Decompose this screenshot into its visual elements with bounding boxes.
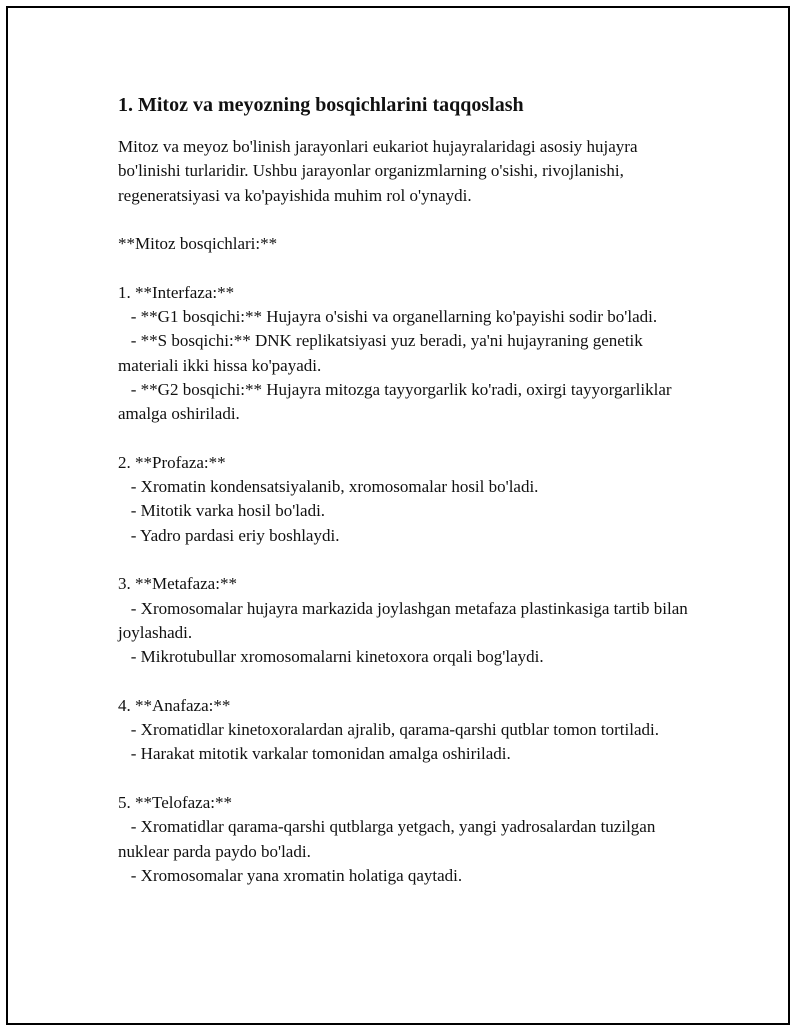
stage-interfaza <box>118 281 698 427</box>
stage-heading: 4. **Anafaza:** <box>118 695 231 715</box>
spacer <box>118 767 698 791</box>
stage-heading: 1. **Interfaza:** <box>118 282 235 302</box>
mitosis-heading: **Mitoz bosqichlari:** <box>118 234 278 254</box>
spacer <box>118 256 698 280</box>
spacer <box>118 670 698 694</box>
intro-paragraph: Mitoz va meyoz bo'linish jarayonlari eukariot hujayralaridagi asosiy hujayra bo'linishi turlaridir. Ushbu jarayonlar organizmlarning o'sishi, rivojlanishi, regeneratsiyasi va ko'payishida muhim rol o'ynaydi. <box>118 137 638 205</box>
document-title: 1. Mitoz va meyozning bosqichlarini taqqoslash <box>118 94 524 116</box>
stage-item: - Xromatidlar kinetoxoralardan ajralib, qarama-qarshi qutblar tomon tortiladi. <box>118 720 659 740</box>
stage-item: - Xromosomalar yana xromatin holatiga qaytadi. <box>118 865 463 885</box>
stage-item: - Harakat mitotik varkalar tomonidan amalga oshiriladi. <box>118 744 511 764</box>
spacer <box>118 427 698 451</box>
stage-item: - Yadro pardasi eriy boshlaydi. <box>118 525 340 545</box>
stage-item: - Xromatin kondensatsiyalanib, xromosomalar hosil bo'ladi. <box>118 477 539 497</box>
stage-item: - **G1 bosqichi:** Hujayra o'sishi va organellarning ko'payishi sodir bo'ladi. <box>118 307 658 327</box>
spacer <box>118 548 698 572</box>
stage-item: - Mitotik varka hosil bo'ladi. <box>118 501 326 521</box>
stage-heading: 2. **Profaza:** <box>118 452 226 472</box>
spacer <box>118 208 698 232</box>
stage-metafaza <box>118 572 698 669</box>
stage-item: - Xromatidlar qarama-qarshi qutblarga yetgach, yangi yadrosalardan tuzilgan nuklear parda paydo bo'ladi. <box>118 817 660 861</box>
stage-heading: 5. **Telofaza:** <box>118 793 232 813</box>
stage-item: - **S bosqichi:** DNK replikatsiyasi yuz beradi, ya'ni hujayraning genetik materiali ikki hissa ko'payadi. <box>118 331 648 375</box>
stage-anafaza <box>118 694 698 767</box>
stage-heading: 3. **Metafaza:** <box>118 574 237 594</box>
stage-item: - Mikrotubullar xromosomalarni kinetoxora orqali bog'laydi. <box>118 647 544 667</box>
stage-telofaza <box>118 791 698 888</box>
stage-profaza <box>118 451 698 548</box>
document-body <box>118 89 698 888</box>
stage-item: - **G2 bosqichi:** Hujayra mitozga tayyorgarlik ko'radi, oxirgi tayyorgarliklar amalga oshiriladi. <box>118 379 676 424</box>
stage-item: - Xromosomalar hujayra markazida joylashgan metafaza plastinkasiga tartib bilan joylashadi. <box>118 598 693 642</box>
